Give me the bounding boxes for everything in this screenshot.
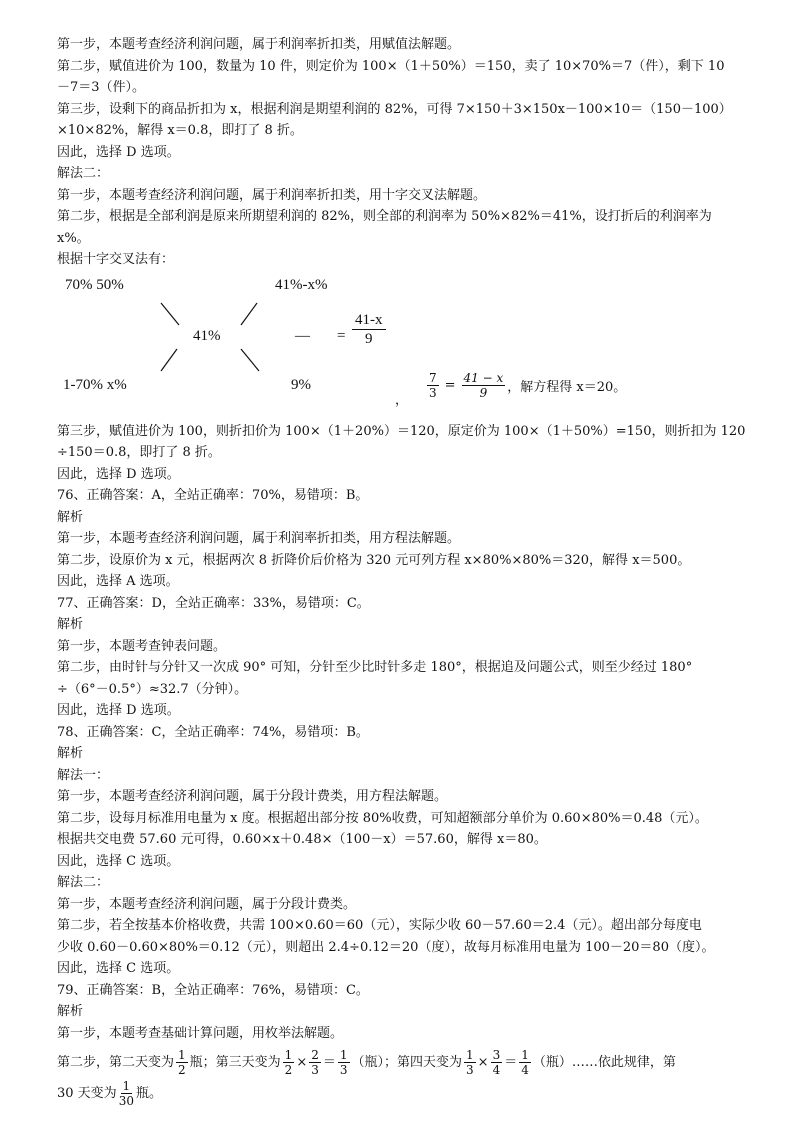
analysis-heading: 解析 [57, 746, 84, 761]
cross-line-bl [161, 349, 177, 371]
fraction-den: 4 [521, 1063, 529, 1077]
cross-top-left: 70% 50% [65, 276, 124, 293]
text-line: 根据共交电费 57.60 元可得，0.60×x＋0.48×（100－x）＝57.60，解得 x＝80。 [57, 832, 547, 847]
text-line: 第二步，设原价为 x 元，根据两次 8 折降价后价格为 320 元可列方程 x×80%×80%＝320，解得 x＝500。 [57, 552, 691, 568]
final-text: 瓶。 [135, 1085, 162, 1101]
cross-equals: = [337, 327, 346, 344]
fraction-num: 1 [178, 1048, 186, 1062]
text-line: 第三步，设剩下的商品折扣为 x，根据利润是期望利润的 82%，可得 7×150＋3×150x－100×10＝（150－100） [57, 101, 732, 117]
cross-bottom-right: 9% [291, 376, 311, 393]
final-text: （瓶）……依此规律，第 [532, 1054, 676, 1070]
cross-fraction [352, 311, 386, 348]
text-line: 第一步，本题考查经济利润问题，属于利润率折扣类，用方程法解题。 [57, 531, 461, 546]
fraction [176, 1048, 188, 1077]
text-line: 第一步，本题考查钟表问题。 [57, 638, 227, 654]
fraction [464, 1048, 476, 1077]
final-text: 瓶；第三天变为 [189, 1054, 281, 1070]
fraction-num: 1 [122, 1079, 131, 1093]
final-step-line [57, 1048, 757, 1077]
final-text: 30 天变为 [57, 1085, 117, 1101]
cross-minus: — [295, 327, 310, 344]
text-line: 因此，选择 D 选项。 [57, 703, 180, 718]
text-line: 第二步，设每月标准用电量为 x 度。根据超出部分按 80%收费，可知超额部分单价为 0.60×80%＝0.48（元）。 [57, 810, 708, 826]
fraction-num: 1 [466, 1048, 474, 1062]
text-line: 解法二： [57, 875, 110, 890]
text-line: 因此，选择 A 选项。 [57, 574, 179, 589]
eq-left-fraction [427, 371, 439, 400]
text-line: 因此，选择 C 选项。 [57, 853, 180, 869]
fraction [309, 1048, 321, 1077]
text-line: 第一步，本题考查经济利润问题，属于利润率折扣类，用十字交叉法解题。 [57, 187, 487, 203]
text-line: 因此，选择 D 选项。 [57, 466, 180, 482]
operator: × [477, 1054, 489, 1070]
text-line: 少收 0.60－0.60×80%＝0.12（元），则超出 2.4÷0.12＝20（度），故每月标准用电量为 100－20＝80（度）。 [57, 939, 715, 955]
section-b [57, 421, 757, 1045]
text-line: ÷150＝0.8，即打了 8 折。 [57, 445, 221, 460]
fraction-num: 1 [521, 1048, 529, 1062]
cross-equation [425, 371, 626, 400]
text-line: 第一步，本题考查基础计算问题，用枚举法解题。 [57, 1025, 344, 1041]
text-line: 因此，选择 C 选项。 [57, 961, 180, 976]
cross-method-diagram [57, 271, 757, 421]
fraction-num: 1 [339, 1048, 348, 1062]
text-line: ÷（6°－0.5°）≈32.7（分钟）。 [57, 681, 248, 697]
text-line: ×10×82%，解得 x＝0.8，即打了 8 折。 [57, 123, 303, 138]
text-line: 因此，选择 D 选项。 [57, 144, 180, 160]
section-a [57, 34, 757, 271]
text-line: x%。 [57, 230, 90, 246]
eq-right-den: 9 [479, 385, 488, 400]
cross-fraction-den: 9 [365, 330, 373, 347]
fraction [338, 1048, 350, 1077]
fraction-den: 3 [466, 1063, 474, 1077]
text-line: 第三步，赋值进价为 100，则折扣价为 100×（1＋20%）＝120，原定价为 100×（1＋50%）=150，则折扣为 120 [57, 423, 746, 439]
fraction [119, 1079, 134, 1108]
cross-fraction-num: 41-x [352, 311, 386, 330]
text-line: 第一步，本题考查经济利润问题，属于分段计费类，用方程法解题。 [57, 789, 448, 804]
cross-comma: ， [395, 392, 409, 408]
eq-left-den: 3 [429, 385, 437, 400]
eq-right-fraction [462, 371, 506, 400]
fraction-den: 3 [339, 1063, 348, 1077]
operator: ＝ [504, 1054, 518, 1070]
text-line: 第一步，本题考查经济利润问题，属于分段计费类。 [57, 896, 357, 912]
final-text: （瓶）；第四天变为 [351, 1054, 463, 1070]
answer-79: 79、正确答案：B，全站正确率：76%，易错项：C。 [57, 982, 369, 998]
answer-78: 78、正确答案：C，全站正确率：74%，易错项：B。 [57, 724, 369, 740]
eq-tail: ，解方程得 x＝20。 [507, 379, 627, 395]
text-line: 第一步，本题考查经济利润问题，属于利润率折扣类，用赋值法解题。 [57, 37, 461, 52]
fraction [491, 1048, 503, 1077]
eq-left-num: 7 [429, 370, 437, 385]
fraction-den: 3 [311, 1063, 319, 1077]
text-line: 第二步，根据是全部利润是原来所期望利润的 82%，则全部的利润率为 50%×82%＝41%，设打折后的利润率为 [57, 209, 712, 224]
text-line: 第二步，若全按基本价格收费，共需 100×0.60＝60（元），实际少收 60－57.60＝2.4（元）。超出部分每度电 [57, 918, 702, 933]
text-line: 根据十字交叉法有： [57, 252, 175, 267]
analysis-heading: 解析 [57, 617, 84, 632]
fraction-num: 1 [284, 1048, 293, 1062]
fraction [519, 1048, 531, 1077]
text-line: 第二步，赋值进价为 100，数量为 10 件，则定价为 100×（1＋50%）＝150，卖了 10×70%＝7（件），剩下 10 [57, 58, 725, 74]
text-line: －7＝3（件）。 [57, 80, 146, 95]
fraction-den: 2 [178, 1063, 186, 1077]
text-line: 解法一： [57, 767, 110, 783]
eq-right-num: 41 − x [463, 370, 504, 385]
fraction-num: 3 [492, 1048, 501, 1062]
fraction-den: 4 [492, 1063, 501, 1077]
fraction-den: 2 [284, 1063, 293, 1077]
final-step-line-2 [57, 1079, 757, 1108]
fraction-den: 30 [118, 1094, 134, 1108]
answer-77: 77、正确答案：D，全站正确率：33%，易错项：C。 [57, 595, 370, 611]
fraction-num: 2 [311, 1048, 319, 1062]
operator: ＝ [322, 1054, 336, 1070]
text-line: 解法二： [57, 166, 110, 181]
text-line: 第二步，由时针与分针又一次成 90° 可知，分针至少比时针多走 180°，根据追及问题公式，则至少经过 180° [57, 660, 693, 675]
analysis-heading: 解析 [57, 509, 84, 525]
cross-line-tl [161, 303, 179, 325]
answer-76: 76、正确答案：A，全站正确率：70%，易错项：B。 [57, 488, 369, 503]
cross-line-tr [241, 303, 257, 325]
analysis-heading: 解析 [57, 1004, 84, 1019]
cross-top-right: 41%-x% [275, 276, 328, 293]
cross-center: 41% [193, 327, 221, 344]
eq-equals: = [444, 377, 456, 393]
operator: × [296, 1054, 308, 1070]
document-page [57, 34, 757, 1108]
fraction [283, 1048, 295, 1077]
final-text: 第二步，第二天变为 [57, 1054, 175, 1070]
cross-line-br [241, 349, 259, 371]
cross-bottom-left: 1-70% x% [63, 376, 127, 393]
